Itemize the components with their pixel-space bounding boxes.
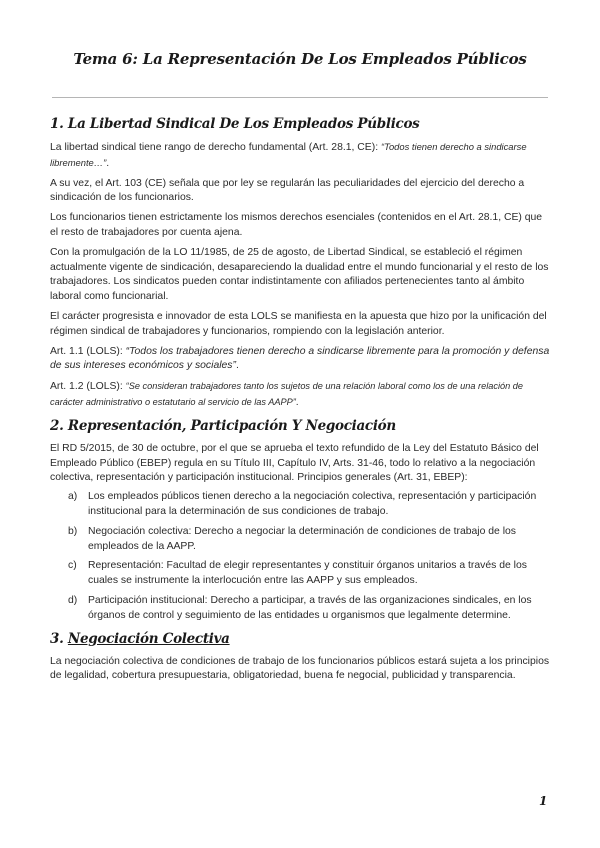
section-1-paragraph-7 (50, 379, 550, 411)
p1-quote: “Todos tienen derecho a sindicarse libremente…” (50, 141, 527, 168)
list-marker: c) (68, 560, 77, 572)
title-divider (52, 97, 548, 98)
p7-end: . (295, 396, 299, 408)
p6-label: Art. 1.1 (LOLS): (50, 345, 126, 357)
p7-quote: “Se consideran trabajadores tanto los sujetos de una relación laboral como los de una relación de carácter administrativo o estatutario al servicio de las AAPP” (50, 381, 524, 407)
list-item-text: Representación: Facultad de elegir representantes y constituir órganos unitarios a través de los cuales se instrumente la interlocución entre las AAPP y sus empleados. (88, 560, 527, 587)
list-marker: d) (68, 594, 78, 606)
section-2-heading: 2. Representación, Participación Y Negociación (50, 417, 396, 434)
section-1-paragraph-2: A su vez, el Art. 103 (CE) señala que por ley se regularán las peculiaridades del ejercicio del derecho a sindicación de los funcionarios. (50, 177, 525, 204)
p1-text: La libertad sindical tiene rango de derecho fundamental (Art. 28.1, CE): (50, 142, 381, 153)
document-body (50, 114, 550, 689)
p6-quote: “Todos los trabajadores tienen derecho a sindicarse libremente para la promoción y defensa de sus intereses económicos y sociales” (50, 345, 550, 372)
section-3-number: 3. (50, 630, 68, 647)
page-number: 1 (539, 794, 548, 808)
list-item-text: Participación institucional: Derecho a participar, a través de las organizaciones sindicales, en los órganos de control y seguimiento de las entidades u organismos que legalmente determine. (88, 594, 532, 621)
section-1-paragraph-4: Con la promulgación de la LO 11/1985, de 25 de agosto, de Libertad Sindical, se estableció el régimen actualmente vigente de sindicación, desapareciendo la dualidad entre el mundo funcionarial y el resto de los trabajadores. Los sindicatos pueden contar indistintamente con afiliados pertenecientes tanto al ámbito laboral como funcionarial. (50, 246, 549, 303)
p6-end: . (235, 360, 239, 372)
list-item-text: Negociación colectiva: Derecho a negociar la determinación de condiciones de trabajo de los empleados de la AAPP. (88, 525, 517, 552)
document-title: Tema 6: La Representación De Los Empleados Públicos (73, 50, 527, 68)
list-item (50, 594, 550, 624)
principles-list (50, 490, 550, 623)
list-item (50, 490, 550, 520)
section-1-paragraph-1 (50, 140, 550, 172)
section-3-heading (50, 629, 550, 649)
p1-end: . (106, 157, 110, 169)
section-1-paragraph-3: Los funcionarios tienen estrictamente los mismos derechos esenciales (contenidos en el Art. 28.1, CE) que el resto de trabajadores por cuenta ajena. (50, 212, 543, 238)
section-1-paragraph-5: El carácter progresista e innovador de esta LOLS se manifiesta en la apuesta que hizo por la unificación del régimen sindical de trabajadores y funcionarios, rompiendo con la legislación anterior. (50, 310, 547, 337)
p7-label: Art. 1.2 (LOLS): (50, 381, 126, 393)
list-marker: a) (68, 491, 78, 503)
list-item (50, 559, 550, 589)
section-3-title: Negociación Colectiva (67, 630, 230, 647)
list-item (50, 525, 550, 555)
list-marker: b) (68, 525, 78, 537)
section-1-paragraph-6 (50, 345, 550, 375)
list-item-text: Los empleados públicos tienen derecho a la negociación colectiva, representación y participación institucional para la determinación de sus condiciones de trabajo. (88, 491, 537, 517)
section-1-heading: 1. La Libertad Sindical De Los Empleados Públicos (50, 116, 420, 132)
section-3-paragraph-1: La negociación colectiva de condiciones de trabajo de los funcionarios públicos estará sujeta a los principios de legalidad, cobertura presupuestaria, obligatoriedad, buena fe negocial, publicidad y transparencia. (50, 655, 550, 682)
section-2-intro: El RD 5/2015, de 30 de octubre, por el que se aprueba el texto refundido de la Ley del Estatuto Básico del Empleado Público (EBEP) regula en su Título III, Capítulo IV, Arts. 31-46, todo lo relativo a la negociación colectiva, representación y participación institucional. Principios generales (Art. 31, EBEP): (50, 442, 539, 484)
